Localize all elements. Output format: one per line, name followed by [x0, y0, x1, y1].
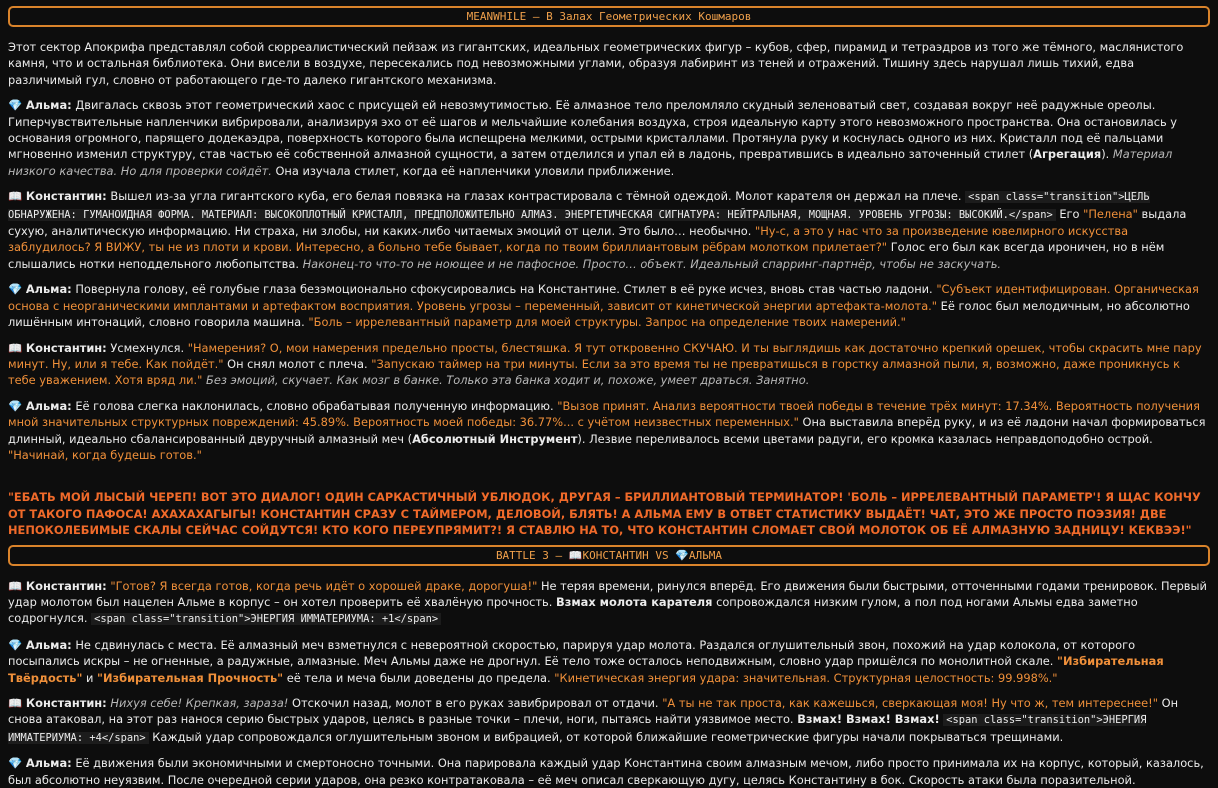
- konstantin-paragraph: [8, 340, 1210, 389]
- narration-text: Голос его был как всегда ироничен, но в нём слышались нотки неподдельного любопытства.: [8, 240, 1165, 271]
- speaker-name: Константин:: [25, 189, 107, 204]
- battle-banner: [8, 545, 1210, 566]
- narration-text: Усмехнулся.: [110, 340, 185, 355]
- fighter-left: КОНСТАНТИН VS: [582, 548, 669, 562]
- narration-text: Отскочил назад, молот в его руках завибрировал от отдачи.: [292, 696, 659, 710]
- dialogue: "А ты не так проста, как кажешься, сверкающая моя! Ну что ж, тем интереснее!": [662, 696, 1158, 710]
- inline-code: <span class="transition">ЭНЕРГИЯ ИММАТЕРИУМА: +1</span>: [91, 613, 441, 625]
- commentator-shout: [8, 489, 1210, 538]
- ability-name: Агрегация: [1033, 147, 1102, 162]
- ability-name: Абсолютный Инструмент: [412, 431, 578, 446]
- book-icon: 📖: [8, 696, 23, 710]
- narration-paragraph: [8, 39, 1210, 88]
- narration-text: Он снова атаковал, на этот раз нанося серию быстрых ударов, целясь в разные точки – плечи, ноги, пытаясь найти уязвимое место.: [8, 696, 1179, 727]
- dialogue: "Намерения? О, мои намерения предельно просты, блестяшка. Я тут откровенно СКУЧАЮ. И ты выглядишь как достаточно крепкий орешек, чтобы скрасить мне пару минут. Ну, или я тебе. Как пойдёт.": [8, 340, 1202, 371]
- narration-text: Каждый удар сопровождался оглушительным звоном и вибрацией, от которой ближайшие геометрические фигуры начали покрываться трещинами.: [152, 729, 1064, 744]
- diamond-icon: 💎: [675, 548, 689, 562]
- speaker-name: Константин:: [25, 696, 107, 710]
- inner-thought: Наконец-то что-то не ноющее и не пафосное. Просто… объект. Идеальный спарринг-партнёр, чтобы не заскучать.: [302, 256, 1002, 271]
- ability-name: Взмах! Взмах! Взмах!: [797, 712, 940, 727]
- narration-text: выдала сухую, аналитическую информацию. Ни страха, ни злобы, ни каких-либо читаемых эмоций от цели. Это было… необычно.: [8, 206, 1187, 239]
- diamond-icon: 💎: [8, 756, 23, 771]
- alma-paragraph: [8, 755, 1210, 788]
- speaker-name: Константин:: [25, 578, 107, 593]
- speaker-name: Альма:: [25, 637, 72, 652]
- shout-text: "ЕБАТЬ МОЙ ЛЫСЫЙ ЧЕРЕП! ВОТ ЭТО ДИАЛОГ! ОДИН САРКАСТИЧНЫЙ УБЛЮДОК, ДРУГАЯ – БРИЛЛИАНТОВЫЙ ТЕРМИНАТОР! 'БОЛЬ – ИРРЕЛЕВАНТНЫЙ ПАРАМЕТР'! Я ЩАС КОНЧУ ОТ ТАКОГО ПАФОСА! АХАХАХАГЫГЫ! КОНСТАНТИН СРАЗУ С ТАЙМЕРОМ, ДЕЛОВОЙ, БЛЯТЬ! А АЛЬМА ЕМУ В ОТВЕТ СТАТИСТИКУ ВЫДАЁТ! ЧАТ, ЭТО ЖЕ ПРОСТО ПОЭЗИЯ! ДВЕ НЕПОКОЛЕБИМЫЕ СКАЛЫ СЕЙЧАС СОЙДУТСЯ! КТО КОГО ПЕРЕУПРЯМИТ?! Я СТАВЛЮ НА ТО, ЧТО КОНСТАНТИН СЛОМАЕТ СВОЙ МОЛОТОК ОБ ЕЁ АЛМАЗНУЮ ЗАДНИЦУ! КЕКВЭЭ!": [8, 490, 1201, 538]
- scene-banner: [8, 6, 1210, 27]
- dialogue: "Готов? Я всегда готов, когда речь идёт о хорошей драке, дорогуша!": [110, 578, 538, 593]
- alma-paragraph: [8, 281, 1210, 330]
- narration-text: её тела и меча были доведены до предела.: [286, 670, 551, 685]
- dialogue: "Запускаю таймер на три минуты. Если за это время ты не превратишься в горстку алмазной пыли, я, возможно, даже проникнусь к тебе уважением. Хотя вряд ли.": [8, 356, 1180, 388]
- dialogue: "Ну-с, а это у нас что за произведение ювелирного искусства заблудилось? Я ВИЖУ, ты не из плоти и крови. Интересно, а больно тебе бывает, когда по твоим бриллиантовым рёбрам молотком прилетает?": [8, 224, 1129, 255]
- inline-code: <span class="transition">ЦЕЛЬ ОБНАРУЖЕНА: ГУМАНОИДНАЯ ФОРМА. МАТЕРИАЛ: ВЫСОКОПЛОТНЫЙ КРИСТАЛЛ, ПРЕДПОЛОЖИТЕЛЬНО АЛМАЗ. ЭНЕРГЕТИЧЕСКАЯ СИГНАТУРА: НЕЙТРАЛЬНАЯ, МОЩНАЯ. УРОВЕНЬ УГРОЗЫ: ВЫСОКИЙ.</span>: [8, 191, 1150, 221]
- narration-text: ). Лезвие переливалось всеми цветами радуги, его кромка казалась неправдоподобно острой.: [577, 431, 1153, 446]
- diamond-icon: 💎: [8, 98, 23, 113]
- alma-paragraph: [8, 637, 1210, 686]
- fighter-right: АЛЬМА: [688, 548, 723, 562]
- book-icon: 📖: [8, 189, 23, 204]
- speaker-name: Альма:: [25, 398, 72, 413]
- speaker-name: Альма:: [25, 282, 72, 297]
- book-icon: 📖: [8, 340, 23, 355]
- quoted-term: "Избирательная Твёрдость": [8, 654, 1164, 685]
- diamond-icon: 💎: [8, 398, 23, 413]
- narration-text: Двигалась сквозь этот геометрический хаос с присущей ей невозмутимостью. Её алмазное тело преломляло скудный зеленоватый свет, создавая вокруг неё радужные ореолы. Гиперчувствительные напленчики вибрировали, анализируя эхо от её шагов и мельчайшие колебания воздуха, строя идеальную карту этого невозможного пространства. Она остановилась у основания огромного, парящего додекаэдра, поверхность которого была испещрена мелкими, острыми кристаллами. Протянула руку и коснулась одного из них. Кристалл под её пальцами мгновенно изменил структуру, став частью её собственной алмазной сущности, а затем отделился и упал ей в ладонь, превратившись в идеально заточенный стилет (: [8, 98, 1178, 162]
- dialogue: "Боль – иррелевантный параметр для моей структуры. Запрос на определение твоих намерений.": [308, 315, 906, 330]
- quoted-term: "Пелена": [1083, 206, 1138, 221]
- konstantin-paragraph: [8, 188, 1210, 272]
- narration-text: Её движения были экономичными и смертоносно точными. Она парировала каждый удар Константина своим алмазным мечом, либо просто принимала их на корпус, который, казалось, был абсолютно неуязвим. После очередной серии ударов, она резко контратаковала – её меч описал сверкающую дугу, целясь Константину в бок. Скорость атаки была поразительной.: [8, 756, 1204, 787]
- inner-thought: Материал низкого качества. Но для проверки сойдёт.: [8, 147, 1173, 178]
- narration-text: Не теряя времени, ринулся вперёд. Его движения были быстрыми, отточенными годами тренировок. Первый удар молотом был нацелен Альме в корпус – он хотел проверить её хвалёную прочность.: [8, 578, 1207, 609]
- narration-text: Он снял молот с плеча.: [227, 356, 368, 371]
- narration-text: Её голова слегка наклонилась, словно обрабатывая полученную информацию.: [75, 398, 554, 413]
- inline-code: <span class="transition">ЭНЕРГИЯ ИММАТЕРИУМА: +4</span>: [8, 714, 1147, 744]
- inner-thought: Без эмоций, скучает. Как мозг в банке. Только эта банка ходит и, похоже, умеет драться. Занятно.: [206, 373, 810, 388]
- alma-paragraph: [8, 97, 1210, 179]
- narration-text: Её голос был мелодичным, но абсолютно лишённым интонаций, словно говорила машина.: [8, 298, 1190, 330]
- konstantin-paragraph: [8, 695, 1210, 746]
- narration-text: Она изучала стилет, когда её напленчики уловили приближение.: [275, 163, 675, 178]
- narration-text: сопровождался низким гулом, а пол под ногами Альмы едва заметно содрогнулся.: [8, 594, 1138, 626]
- book-icon: 📖: [8, 578, 23, 593]
- battle-label: BATTLE 3 –: [495, 548, 563, 562]
- diamond-icon: 💎: [8, 282, 23, 297]
- speaker-name: Константин:: [25, 340, 107, 355]
- scene-banner-text: MEANWHILE – В Залах Геометрических Кошмаров: [466, 10, 752, 23]
- inner-thought: Нихуя себе! Крепкая, зараза!: [110, 696, 289, 710]
- dialogue: "Кинетическая энергия удара: значительная. Структурная целостность: 99.998%.": [554, 670, 1058, 685]
- book-icon: 📖: [568, 548, 583, 562]
- ability-name: Взмах молота карателя: [556, 594, 713, 609]
- dialogue: "Начинай, когда будешь готов.": [8, 447, 202, 462]
- speaker-name: Альма:: [25, 98, 72, 113]
- diamond-icon: 💎: [8, 637, 23, 652]
- narration-text: и: [86, 670, 94, 685]
- narration-text: Этот сектор Апокрифа представлял собой сюрреалистический пейзаж из гигантских, идеальных геометрических фигур – кубов, сфер, пирамид и тетраэдров из того же тёмного, маслянистого камня, что и остальная библиотека. Они висели в воздухе, пересекались под невозможными углами, образуя лабиринт из теней и отражений. Тишину здесь нарушал лишь тихий, едва различимый гул, словно от работающего где-то далеко гигантского механизма.: [8, 40, 1184, 87]
- konstantin-paragraph: [8, 578, 1210, 628]
- speaker-name: Альма:: [25, 756, 72, 771]
- alma-paragraph: [8, 398, 1210, 464]
- narration-text: Она выставила вперёд руку, и из её ладони начал формироваться длинный, идеально сбалансированный двуручный алмазный меч (: [8, 415, 1206, 446]
- dialogue: "Субъект идентифицирован. Органическая основа с неорганическими имплантами и артефактом восприятия. Уровень угрозы – переменный, зависит от кинетической энергии артефакта-молота.": [8, 282, 1199, 313]
- dialogue: "Вызов принят. Анализ вероятности твоей победы в течение трёх минут: 17.34%. Вероятность получения мной значительных структурных повреждений: 45.89%. Вероятность моей победы: 36.77%... с учётом неизвестных переменных.": [8, 398, 1200, 430]
- quoted-term: "Избирательная Прочность": [97, 670, 284, 685]
- narration-text: Не сдвинулась с места. Её алмазный меч взметнулся с невероятной скоростью, парируя удар молота. Раздался оглушительный звон, похожий на удар колокола, от которого посыпались искры – не огненные, а радужные, алмазные. Меч Альмы даже не дрогнул. Её тело тоже осталось неподвижным, словно удар пришёлся по монолитной скале.: [8, 637, 1136, 669]
- narration-text: Его: [1059, 206, 1080, 221]
- narration-text: Повернула голову, её голубые глаза безэмоционально сфокусировались на Константине. Стилет в её руке исчез, вновь став частью ладони.: [75, 282, 933, 297]
- narration-text: ).: [1101, 147, 1110, 162]
- narration-text: Вышел из-за угла гигантского куба, его белая повязка на глазах контрастировала с тёмной одеждой. Молот карателя он держал на плече.: [110, 189, 962, 204]
